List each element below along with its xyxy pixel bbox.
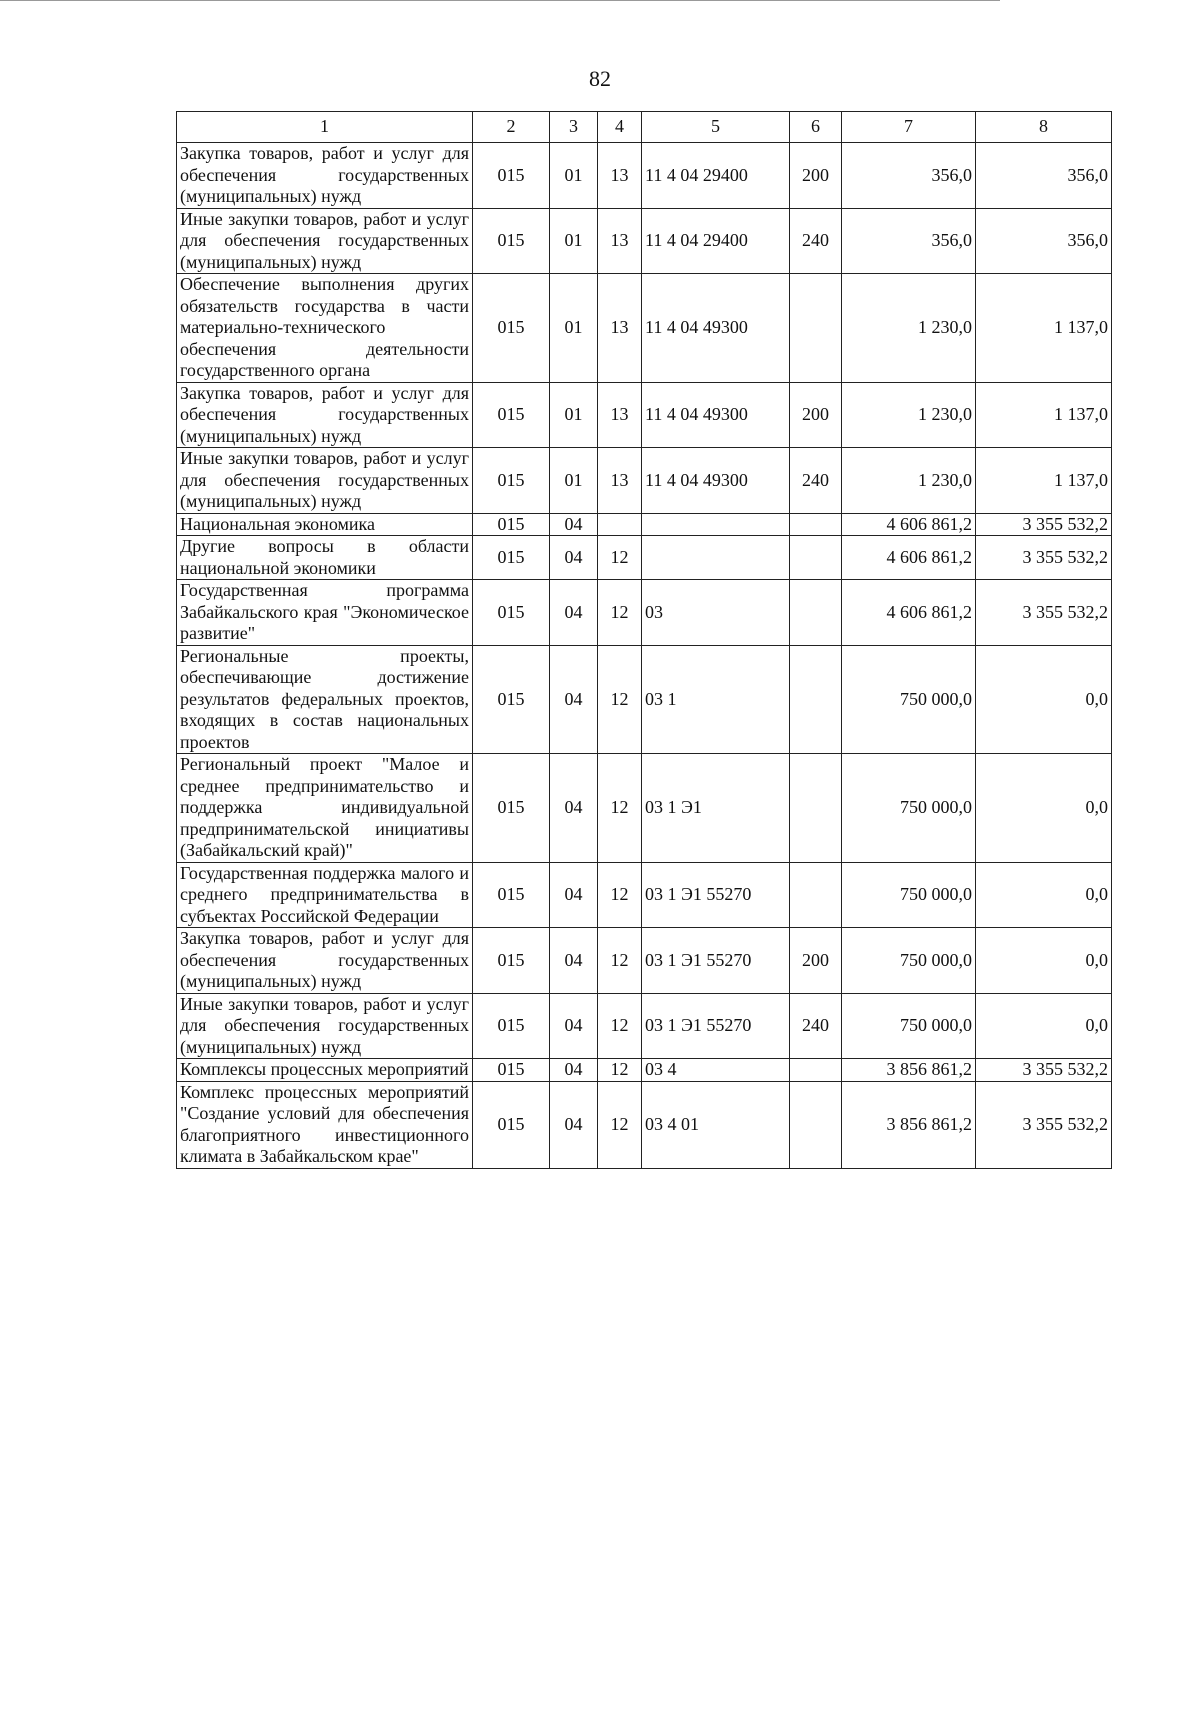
row-name-cell: Государственная поддержка малого и среднего предпринимательства в субъектах Российской Федерации <box>177 862 473 928</box>
section-cell: 01 <box>550 448 598 514</box>
amount-year1-cell: 3 856 861,2 <box>842 1081 976 1168</box>
expense-type-cell: 200 <box>790 143 842 209</box>
subsection-cell: 12 <box>598 645 642 754</box>
table-row <box>177 862 1112 928</box>
amount-year2-cell: 356,0 <box>976 208 1112 274</box>
section-cell: 04 <box>550 645 598 754</box>
table-row <box>177 928 1112 994</box>
section-cell: 04 <box>550 754 598 863</box>
amount-year2-cell: 1 137,0 <box>976 274 1112 383</box>
subsection-cell: 13 <box>598 448 642 514</box>
admin-code-cell: 015 <box>473 448 550 514</box>
header-cell: 7 <box>842 112 976 143</box>
expense-type-cell <box>790 513 842 536</box>
target-article-cell: 11 4 04 49300 <box>642 382 790 448</box>
page-number: 82 <box>589 66 611 91</box>
amount-year2-cell: 3 355 532,2 <box>976 1059 1112 1082</box>
row-name-cell: Иные закупки товаров, работ и услуг для обеспечения государственных (муниципальных) нужд <box>177 993 473 1059</box>
admin-code-cell: 015 <box>473 580 550 646</box>
amount-year1-cell: 750 000,0 <box>842 862 976 928</box>
scan-top-edge <box>0 0 1000 1</box>
target-article-cell: 03 1 Э1 55270 <box>642 862 790 928</box>
expense-type-cell <box>790 1081 842 1168</box>
table-row <box>177 1059 1112 1082</box>
admin-code-cell: 015 <box>473 513 550 536</box>
expense-type-cell <box>790 862 842 928</box>
amount-year2-cell: 3 355 532,2 <box>976 536 1112 580</box>
subsection-cell <box>598 513 642 536</box>
amount-year2-cell: 356,0 <box>976 143 1112 209</box>
amount-year1-cell: 4 606 861,2 <box>842 580 976 646</box>
expense-type-cell: 240 <box>790 208 842 274</box>
section-cell: 01 <box>550 208 598 274</box>
expense-type-cell <box>790 645 842 754</box>
table-row <box>177 993 1112 1059</box>
expense-type-cell: 240 <box>790 448 842 514</box>
table-row <box>177 645 1112 754</box>
admin-code-cell: 015 <box>473 208 550 274</box>
amount-year2-cell: 1 137,0 <box>976 382 1112 448</box>
amount-year1-cell: 356,0 <box>842 208 976 274</box>
amount-year2-cell: 0,0 <box>976 754 1112 863</box>
target-article-cell: 11 4 04 49300 <box>642 448 790 514</box>
subsection-cell: 13 <box>598 274 642 383</box>
target-article-cell: 03 4 01 <box>642 1081 790 1168</box>
admin-code-cell: 015 <box>473 143 550 209</box>
subsection-cell: 13 <box>598 208 642 274</box>
target-article-cell: 11 4 04 29400 <box>642 143 790 209</box>
table-row <box>177 448 1112 514</box>
header-cell: 1 <box>177 112 473 143</box>
section-cell: 04 <box>550 1081 598 1168</box>
table-row <box>177 382 1112 448</box>
admin-code-cell: 015 <box>473 993 550 1059</box>
target-article-cell: 03 1 Э1 55270 <box>642 993 790 1059</box>
amount-year1-cell: 750 000,0 <box>842 993 976 1059</box>
budget-table <box>176 111 1112 1169</box>
target-article-cell: 11 4 04 29400 <box>642 208 790 274</box>
row-name-cell: Комплекс процессных мероприятий "Создание условий для обеспечения благоприятного инвестиционного климата в Забайкальском крае" <box>177 1081 473 1168</box>
section-cell: 04 <box>550 993 598 1059</box>
row-name-cell: Закупка товаров, работ и услуг для обеспечения государственных (муниципальных) нужд <box>177 382 473 448</box>
admin-code-cell: 015 <box>473 1059 550 1082</box>
amount-year1-cell: 750 000,0 <box>842 928 976 994</box>
target-article-cell <box>642 536 790 580</box>
target-article-cell: 03 1 <box>642 645 790 754</box>
table-row <box>177 536 1112 580</box>
section-cell: 01 <box>550 382 598 448</box>
amount-year1-cell: 4 606 861,2 <box>842 513 976 536</box>
subsection-cell: 12 <box>598 536 642 580</box>
table-row <box>177 1081 1112 1168</box>
row-name-cell: Закупка товаров, работ и услуг для обеспечения государственных (муниципальных) нужд <box>177 143 473 209</box>
section-cell: 04 <box>550 862 598 928</box>
section-cell: 04 <box>550 513 598 536</box>
expense-type-cell <box>790 754 842 863</box>
row-name-cell: Другие вопросы в области национальной экономики <box>177 536 473 580</box>
target-article-cell <box>642 513 790 536</box>
table-row <box>177 754 1112 863</box>
subsection-cell: 12 <box>598 1059 642 1082</box>
subsection-cell: 12 <box>598 993 642 1059</box>
section-cell: 04 <box>550 928 598 994</box>
amount-year2-cell: 0,0 <box>976 928 1112 994</box>
section-cell: 04 <box>550 536 598 580</box>
expense-type-cell: 240 <box>790 993 842 1059</box>
expense-type-cell <box>790 274 842 383</box>
expense-type-cell <box>790 580 842 646</box>
expense-type-cell: 200 <box>790 382 842 448</box>
table-header-row <box>177 112 1112 143</box>
subsection-cell: 12 <box>598 862 642 928</box>
row-name-cell: Национальная экономика <box>177 513 473 536</box>
admin-code-cell: 015 <box>473 536 550 580</box>
amount-year1-cell: 3 856 861,2 <box>842 1059 976 1082</box>
admin-code-cell: 015 <box>473 1081 550 1168</box>
amount-year1-cell: 1 230,0 <box>842 274 976 383</box>
row-name-cell: Закупка товаров, работ и услуг для обеспечения государственных (муниципальных) нужд <box>177 928 473 994</box>
table-row <box>177 580 1112 646</box>
subsection-cell: 13 <box>598 143 642 209</box>
subsection-cell: 12 <box>598 928 642 994</box>
amount-year2-cell: 3 355 532,2 <box>976 1081 1112 1168</box>
admin-code-cell: 015 <box>473 645 550 754</box>
header-cell: 8 <box>976 112 1112 143</box>
amount-year1-cell: 356,0 <box>842 143 976 209</box>
table-row <box>177 143 1112 209</box>
amount-year2-cell: 1 137,0 <box>976 448 1112 514</box>
table-row <box>177 208 1112 274</box>
target-article-cell: 03 1 Э1 55270 <box>642 928 790 994</box>
admin-code-cell: 015 <box>473 274 550 383</box>
row-name-cell: Иные закупки товаров, работ и услуг для обеспечения государственных (муниципальных) нужд <box>177 448 473 514</box>
amount-year1-cell: 1 230,0 <box>842 448 976 514</box>
amount-year1-cell: 1 230,0 <box>842 382 976 448</box>
amount-year1-cell: 750 000,0 <box>842 645 976 754</box>
section-cell: 01 <box>550 143 598 209</box>
header-cell: 4 <box>598 112 642 143</box>
expense-type-cell <box>790 536 842 580</box>
row-name-cell: Региональные проекты, обеспечивающие достижение результатов федеральных проектов, входящих в состав национальных проектов <box>177 645 473 754</box>
amount-year2-cell: 0,0 <box>976 993 1112 1059</box>
row-name-cell: Иные закупки товаров, работ и услуг для обеспечения государственных (муниципальных) нужд <box>177 208 473 274</box>
subsection-cell: 12 <box>598 1081 642 1168</box>
row-name-cell: Комплексы процессных мероприятий <box>177 1059 473 1082</box>
admin-code-cell: 015 <box>473 928 550 994</box>
target-article-cell: 03 <box>642 580 790 646</box>
header-cell: 5 <box>642 112 790 143</box>
header-cell: 2 <box>473 112 550 143</box>
target-article-cell: 11 4 04 49300 <box>642 274 790 383</box>
table-row <box>177 274 1112 383</box>
target-article-cell: 03 4 <box>642 1059 790 1082</box>
amount-year2-cell: 0,0 <box>976 645 1112 754</box>
row-name-cell: Региональный проект "Малое и среднее предпринимательство и поддержка индивидуальной предпринимательской инициативы (Забайкальский край)" <box>177 754 473 863</box>
amount-year2-cell: 3 355 532,2 <box>976 580 1112 646</box>
expense-type-cell: 200 <box>790 928 842 994</box>
amount-year1-cell: 750 000,0 <box>842 754 976 863</box>
expense-type-cell <box>790 1059 842 1082</box>
subsection-cell: 13 <box>598 382 642 448</box>
subsection-cell: 12 <box>598 754 642 863</box>
admin-code-cell: 015 <box>473 382 550 448</box>
header-cell: 3 <box>550 112 598 143</box>
section-cell: 01 <box>550 274 598 383</box>
header-cell: 6 <box>790 112 842 143</box>
subsection-cell: 12 <box>598 580 642 646</box>
admin-code-cell: 015 <box>473 754 550 863</box>
amount-year1-cell: 4 606 861,2 <box>842 536 976 580</box>
target-article-cell: 03 1 Э1 <box>642 754 790 863</box>
section-cell: 04 <box>550 1059 598 1082</box>
row-name-cell: Обеспечение выполнения других обязательств государства в части материально-технического обеспечения деятельности государственного органа <box>177 274 473 383</box>
table-row <box>177 513 1112 536</box>
amount-year2-cell: 0,0 <box>976 862 1112 928</box>
amount-year2-cell: 3 355 532,2 <box>976 513 1112 536</box>
row-name-cell: Государственная программа Забайкальского края "Экономическое развитие" <box>177 580 473 646</box>
admin-code-cell: 015 <box>473 862 550 928</box>
section-cell: 04 <box>550 580 598 646</box>
